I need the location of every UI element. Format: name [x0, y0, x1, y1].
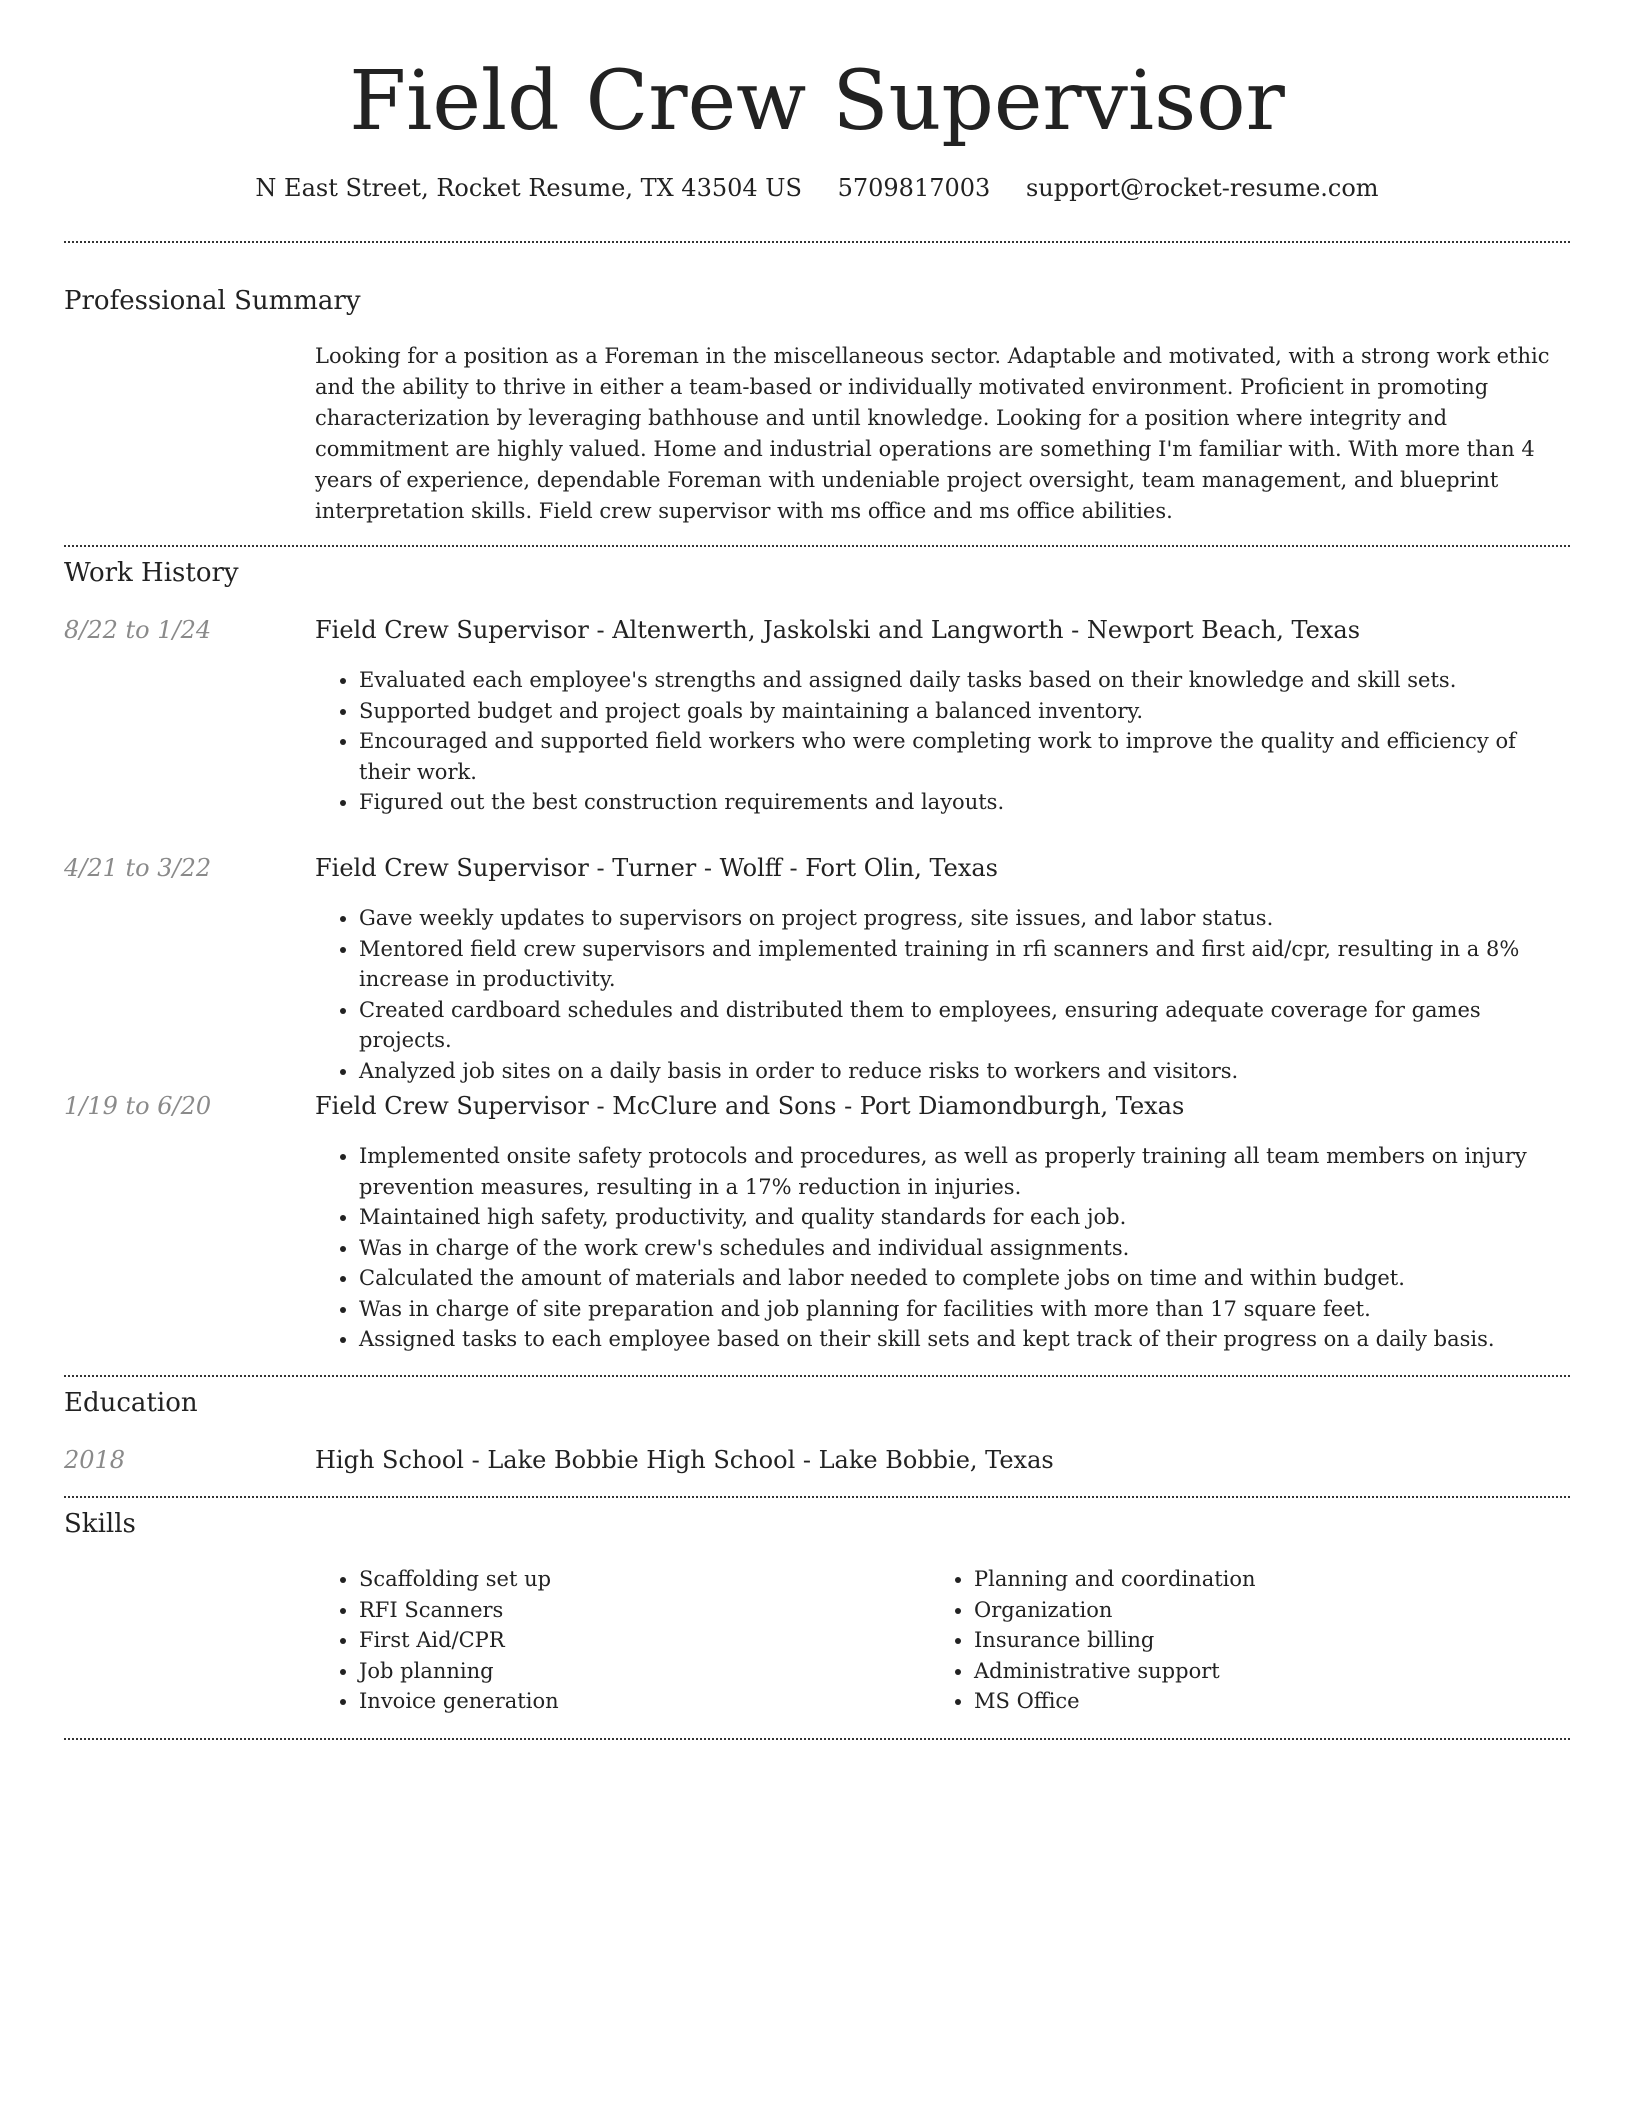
contact-email: support@rocket-resume.com [1025, 174, 1379, 202]
job-position: Field Crew Supervisor [315, 854, 589, 882]
education-school-location: - Lake Bobbie High School - Lake Bobbie, Texas [463, 1446, 1054, 1474]
section-title-summary: Professional Summary [64, 286, 361, 316]
list-item: • Implemented onsite safety protocols and procedures, as well as properly training all team members on injury prevention measures, resulting in a 17% reduction in injuries. [359, 1141, 1570, 1202]
skill-item: • First Aid/CPR [359, 1625, 915, 1656]
education-heading [315, 1444, 1570, 1476]
list-item: • Created cardboard schedules and distributed them to employees, ensuring adequate coverage for games projects. [359, 995, 1570, 1056]
skill-item: • Invoice generation [359, 1686, 915, 1717]
section-title-education: Education [64, 1388, 198, 1418]
job-position: Field Crew Supervisor [315, 616, 589, 644]
job-dates: 4/21 to 3/22 [64, 854, 212, 882]
job-employer-location: - Altenwerth, Jaskolski and Langworth - Newport Beach, Texas [588, 616, 1361, 644]
education-year: 2018 [64, 1446, 126, 1474]
list-item: • Gave weekly updates to supervisors on project progress, site issues, and labor status. [359, 903, 1570, 934]
list-item: • Maintained high safety, productivity, and quality standards for each job. [359, 1202, 1570, 1233]
list-item: • Was in charge of site preparation and job planning for facilities with more than 17 square feet. [359, 1294, 1570, 1325]
skill-item: • MS Office [974, 1686, 1570, 1717]
skills-list-left [315, 1564, 915, 1717]
list-item: • Figured out the best construction requirements and layouts. [359, 787, 1570, 818]
job-bullets [315, 903, 1570, 1086]
job-bullets [315, 1141, 1570, 1355]
divider [64, 241, 1570, 243]
divider [64, 1496, 1570, 1498]
contact-line [64, 172, 1570, 204]
education-degree: High School [315, 1446, 464, 1474]
skill-item: • Job planning [359, 1656, 915, 1687]
list-item: • Supported budget and project goals by maintaining a balanced inventory. [359, 696, 1570, 727]
list-item: • Mentored field crew supervisors and implemented training in rfi scanners and first aid/cpr, resulting in a 8% increase in productivity. [359, 934, 1570, 995]
section-title-work: Work History [64, 558, 239, 588]
job-bullets [315, 665, 1570, 818]
job-position: Field Crew Supervisor [315, 1092, 589, 1120]
job-heading [315, 614, 1570, 646]
summary-text: Looking for a position as a Foreman in the miscellaneous sector. Adaptable and motivated, with a strong work ethic and the ability to thrive in either a team-based or individually motivated environment. Proficient in promoting characterization by leveraging bathhouse and until knowledge. Looking for a position where integrity and commitment are highly valued. Home and industrial operations are something I'm familiar with. With more than 4 years of experience, dependable Foreman with undeniable project oversight, team management, and blueprint interpretation skills. Field crew supervisor with ms office and ms office abilities. [315, 344, 1550, 523]
skills-list-right [930, 1564, 1570, 1717]
divider [64, 545, 1570, 547]
list-item: • Calculated the amount of materials and labor needed to complete jobs on time and within budget. [359, 1263, 1570, 1294]
job-employer-location: - McClure and Sons - Port Diamondburgh, Texas [588, 1092, 1185, 1120]
contact-phone: 5709817003 [837, 174, 991, 202]
job-employer-location: - Turner - Wolff - Fort Olin, Texas [588, 854, 998, 882]
divider [64, 1738, 1570, 1740]
contact-address: N East Street, Rocket Resume, TX 43504 US [255, 174, 802, 202]
skill-item: • RFI Scanners [359, 1595, 915, 1626]
job-heading [315, 1090, 1570, 1122]
skill-item: • Planning and coordination [974, 1564, 1570, 1595]
divider [64, 1375, 1570, 1377]
skill-item: • Insurance billing [974, 1625, 1570, 1656]
list-item: • Evaluated each employee's strengths and assigned daily tasks based on their knowledge and skill sets. [359, 665, 1570, 696]
section-title-skills: Skills [64, 1509, 136, 1539]
job-dates: 8/22 to 1/24 [64, 616, 212, 644]
candidate-name: Field Crew Supervisor [349, 54, 1285, 149]
skill-item: • Scaffolding set up [359, 1564, 915, 1595]
job-heading [315, 852, 1570, 884]
list-item: • Encouraged and supported field workers who were completing work to improve the quality and efficiency of their work. [359, 726, 1570, 787]
list-item: • Assigned tasks to each employee based on their skill sets and kept track of their progress on a daily basis. [359, 1324, 1570, 1355]
skill-item: • Organization [974, 1595, 1570, 1626]
list-item: • Analyzed job sites on a daily basis in order to reduce risks to workers and visitors. [359, 1056, 1570, 1087]
skill-item: • Administrative support [974, 1656, 1570, 1687]
job-dates: 1/19 to 6/20 [64, 1092, 212, 1120]
list-item: • Was in charge of the work crew's schedules and individual assignments. [359, 1233, 1570, 1264]
